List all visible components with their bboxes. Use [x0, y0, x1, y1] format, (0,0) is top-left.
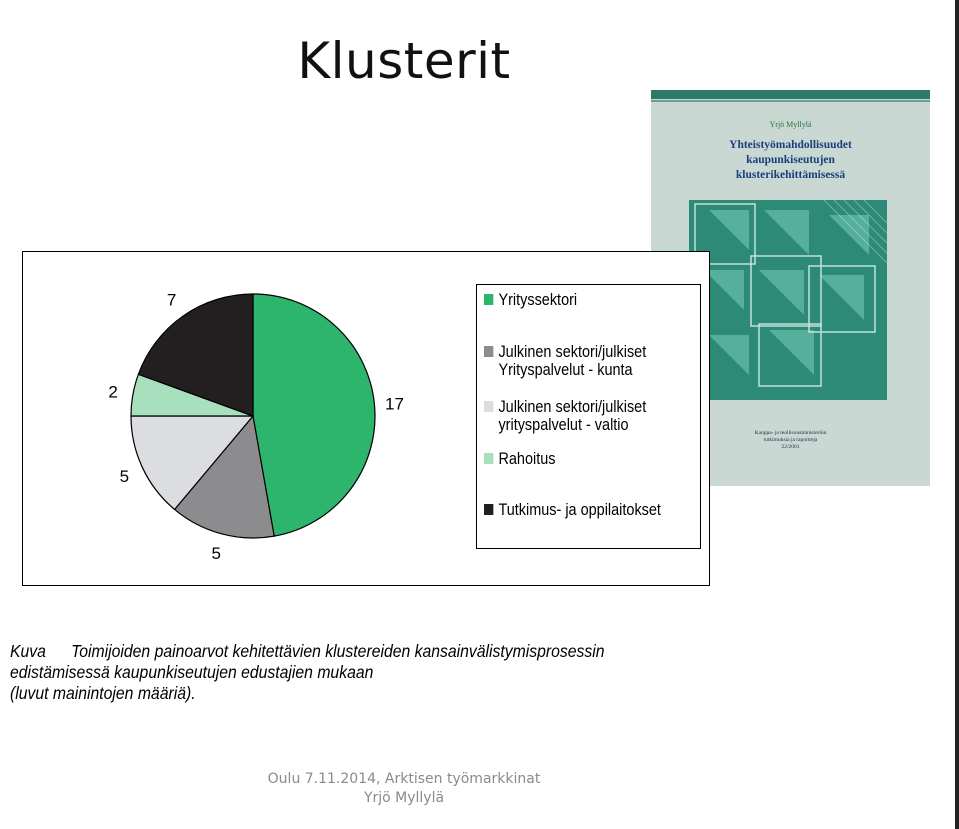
slide-title: Klusterit: [297, 32, 511, 90]
legend-swatch: [484, 294, 493, 305]
caption-line-2: edistämisessä kaupunkiseutujen edustajien mukaan: [10, 662, 374, 682]
caption-lead: Kuva: [10, 641, 46, 661]
legend-label: Rahoitus: [498, 449, 556, 468]
legend-label: Julkinen sektori/julkiset Yrityspalvelut - kunta: [498, 342, 647, 379]
legend-label: Yrityssektori: [498, 290, 578, 309]
cover-stripe-thin: [651, 100, 930, 102]
legend-label: Julkinen sektori/julkiset yrityspalvelut - valtio: [498, 397, 647, 434]
book-title-line: klusterikehittämisessä: [735, 169, 846, 181]
slide-footer: [0, 770, 808, 808]
book-author: Yrjö Myllylä: [769, 120, 812, 129]
cover-pattern: [689, 200, 887, 400]
pie-slice: [253, 294, 375, 536]
legend-swatch: [484, 401, 493, 412]
figure-caption: [10, 641, 605, 704]
caption-line-1: Toimijoiden painoarvot kehitettävien klustereiden kansainvälistymisprosessin: [71, 641, 605, 661]
slice-value-label: 5: [211, 544, 221, 564]
slice-value-label: 17: [384, 394, 404, 414]
book-title-line: Yhteistyömahdollisuudet: [729, 139, 852, 151]
legend-swatch: [484, 453, 493, 464]
legend-item: [484, 450, 555, 468]
legend-item: [484, 398, 646, 434]
cover-stripe: [651, 90, 930, 99]
slice-value-label: 2: [108, 382, 118, 402]
slide-edge: [955, 0, 959, 829]
footer-author: Yrjö Myllylä: [363, 790, 445, 806]
publisher-line: 22/2001: [781, 444, 800, 450]
legend-swatch: [484, 346, 493, 357]
legend-item: [484, 343, 646, 379]
footer-event: Oulu 7.11.2014, Arktisen työmarkkinat: [267, 771, 541, 787]
legend-item: [484, 501, 661, 519]
book-title: [651, 138, 930, 183]
book-title-line: kaupunkiseutujen: [746, 154, 835, 166]
caption-line-3: (luvut mainintojen määriä).: [10, 683, 196, 703]
legend-item: [484, 291, 577, 309]
chart-legend: [476, 284, 701, 549]
legend-swatch: [484, 504, 493, 515]
slice-value-label: 5: [119, 467, 130, 487]
legend-label: Tutkimus- ja oppilaitokset: [498, 500, 661, 519]
publisher-line: tutkimuksia ja raportteja: [763, 437, 818, 443]
slice-value-label: 7: [166, 290, 177, 310]
publisher-line: Kauppa- ja teollisuusministeriön: [754, 430, 827, 436]
pie-chart-panel: [22, 251, 710, 586]
